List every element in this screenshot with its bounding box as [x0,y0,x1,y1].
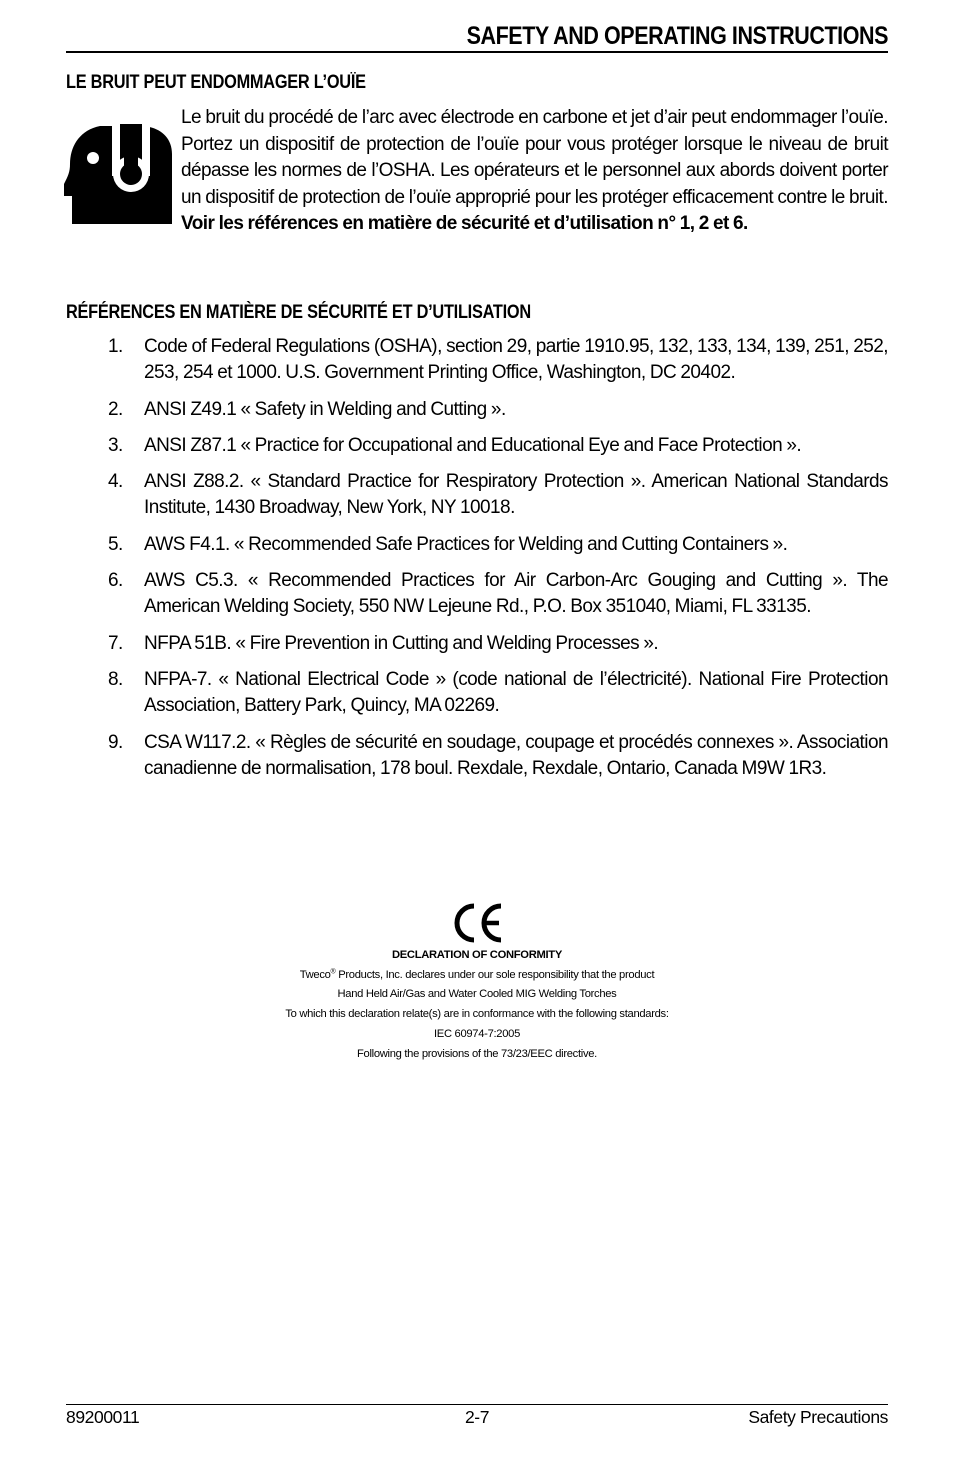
list-item [66,667,888,720]
list-item-number: 4. [108,471,123,493]
page-header-title: SAFETY AND OPERATING INSTRUCTIONS [466,22,888,50]
list-item [66,469,888,522]
declaration-of-conformity [200,902,754,1064]
list-item [66,532,888,558]
list-item-text: CSA W117.2. « Règles de sécurité en soudage, coupage et procédés connexes ». Association canadienne de normalisation, 178 boul. Rexdale, Rexdale, Ontario, Canada M9W 1R3. [144,731,888,779]
declaration-line-2: Hand Held Air/Gas and Water Cooled MIG Welding Torches [337,988,617,1001]
list-item-number: 2. [108,398,123,420]
declaration-line-5: Following the provisions of the 73/23/EEC directive. [357,1047,597,1060]
list-item [66,568,888,621]
noise-body-text: Le bruit du procédé de l’arc avec électrode en carbone et jet d’air peut endommager l’ouïe. Portez un dispositif de protection de l’ouïe pour vous protéger lorsque le niveau de bruit dépasse les normes de l’OSHA. Les opérateurs et le personnel aux abords doivent porter un dispositif de protection de l’ouïe approprié pour les protéger efficacement contre le bruit. [181,107,888,208]
declaration-line-3: To which this declaration relate(s) are in conformance with the following standards: [285,1008,669,1021]
header-rule [66,51,888,53]
list-item-text: AWS F4.1. « Recommended Safe Practices for Welding and Cutting Containers ». [144,533,788,555]
list-item-text: Code of Federal Regulations (OSHA), section 29, partie 1910.95, 132, 133, 134, 139, 251, 252, 253, 254 et 1000. U.S. Government Printing Office, Washington, DC 20402. [144,336,888,384]
noise-section-body [66,105,888,238]
list-item-text: ANSI Z49.1 « Safety in Welding and Cutting ». [144,398,506,420]
footer-doc-number: 89200011 [66,1407,140,1427]
list-item [66,334,888,387]
list-item [66,631,888,657]
list-item [66,397,888,423]
list-item [66,730,888,783]
declaration-line-4: IEC 60974-7:2005 [433,1027,520,1040]
declaration-line-1 [200,966,754,986]
list-item-number: 8. [108,668,123,690]
list-item-text: ANSI Z87.1 « Practice for Occupational and Educational Eye and Face Protection ». [144,434,802,456]
ce-mark-icon [449,902,505,944]
list-item-text: NFPA-7. « National Electrical Code » (code national de l’électricité). National Fire Protection Association, Battery Park, Quincy, MA 02269. [144,668,888,717]
list-item [66,433,888,459]
list-item-text: ANSI Z88.2. « Standard Practice for Respiratory Protection ». American National Standards Institute, 1430 Broadway, New York, NY 10018. [144,471,888,519]
list-item-number: 1. [108,336,123,357]
footer-page-number: 2-7 [464,1407,490,1427]
references-section-heading: RÉFÉRENCES EN MATIÈRE DE SÉCURITÉ ET D’UTILISATION [66,302,531,323]
list-item-number: 3. [108,434,123,456]
list-item-number: 6. [108,570,123,592]
footer-section-name: Safety Precautions [748,1407,888,1427]
brand-name: Tweco [299,968,331,981]
noise-body-reference: Voir les références en matière de sécurité et d’utilisation n° 1, 2 et 6. [181,213,748,234]
noise-section-heading: LE BRUIT PEUT ENDOMMAGER L’OUÏE [66,72,366,93]
list-item-number: 9. [108,731,123,753]
list-item-number: 5. [108,533,123,555]
references-list [66,334,888,792]
icon-spacer [66,105,181,237]
registered-mark: ® [330,967,336,975]
footer-rule [66,1404,888,1405]
list-item-text: AWS C5.3. « Recommended Practices for Air Carbon-Arc Gouging and Cutting ». The American Welding Society, 550 NW Lejeune Rd., P.O. Box 351040, Miami, FL 33135. [144,570,888,618]
list-item-text: NFPA 51B. « Fire Prevention in Cutting and Welding Processes ». [144,632,659,654]
declaration-line-1-text: Products, Inc. declares under our sole responsibility that the product [335,968,655,981]
page-footer [66,1407,888,1431]
declaration-title: DECLARATION OF CONFORMITY [391,949,563,961]
list-item-number: 7. [108,632,123,654]
